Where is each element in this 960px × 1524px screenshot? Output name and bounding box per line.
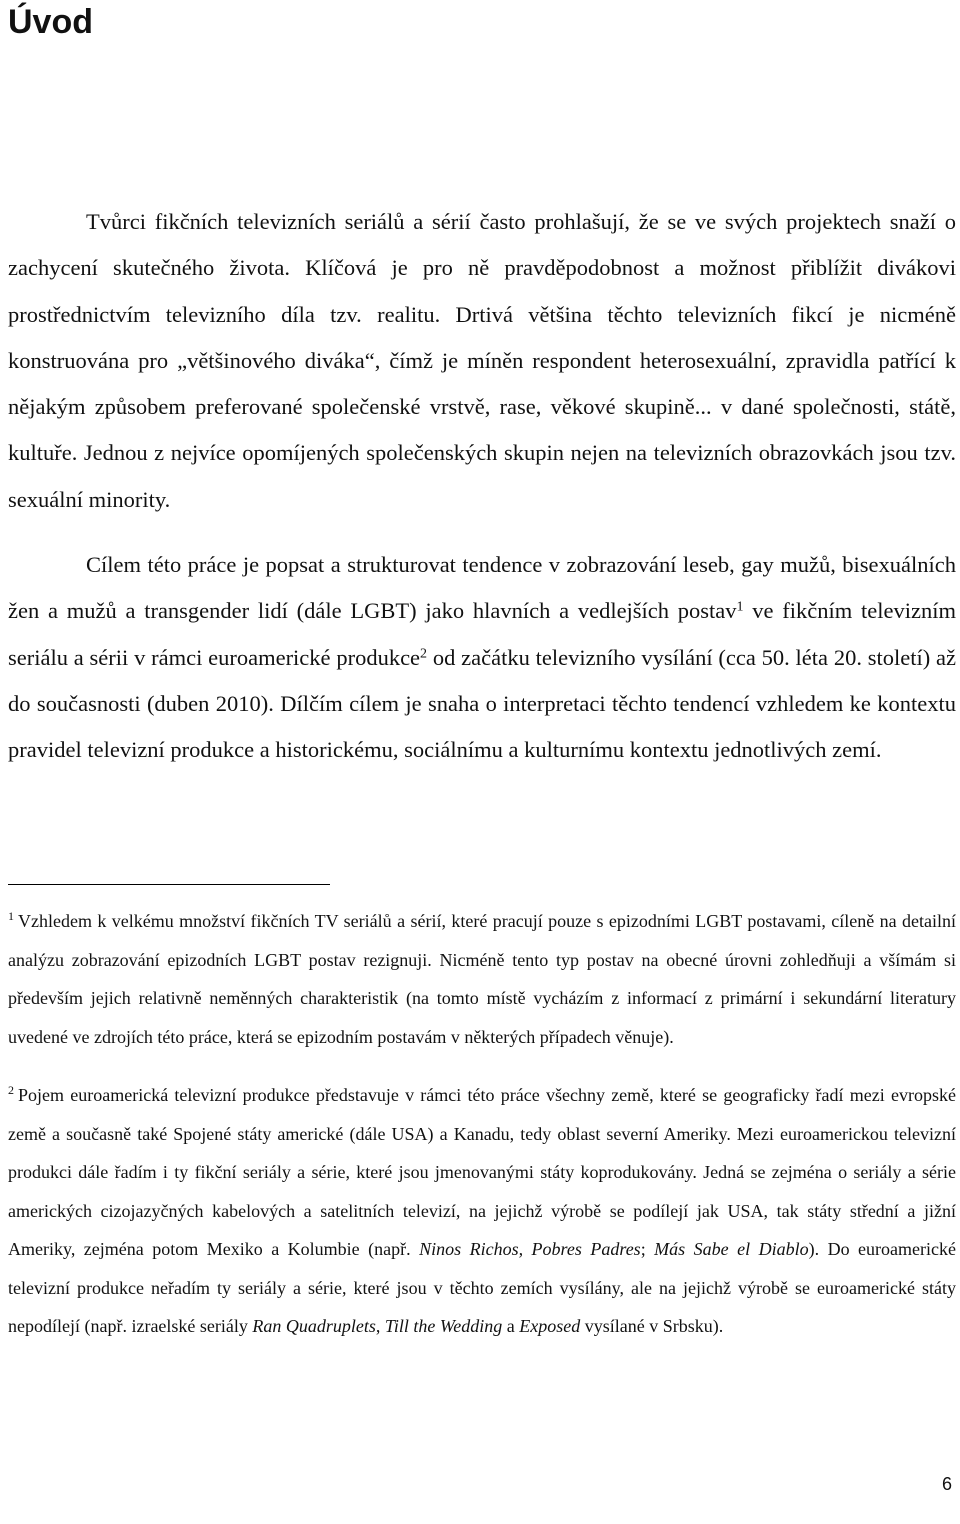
page-number: 6	[941, 1474, 952, 1494]
footnotes	[8, 902, 956, 1346]
title-mas-sabe-el-diablo: Más Sabe el Diablo	[654, 1239, 809, 1259]
paragraph-aim-text-2: ve fikčním televizním seriálu a sérii v rámci euroamerické produkce	[8, 598, 956, 670]
footnote-1-text: Vzhledem k velkému množství fikčních TV seriálů a sérií, které pracují pouze s epizodními LGBT postavami, cíleně na detailní analýzu zobrazování epizodních LGBT postav rezignuji. Nicméně tento typ postav na obecné úrovni zohledňuji a všímám si především jejich relativně neměnných charakteristik (na tomto místě vycházím z informací z primární i sekundární literatury uvedené ve zdrojích této práce, která se epizodním postavám v některých případech věnuje).	[8, 911, 956, 1047]
paragraph-aim	[8, 542, 956, 773]
footnote-2-text-4: ,	[375, 1316, 385, 1336]
body-text	[8, 199, 956, 774]
footnote-1-number: 1	[8, 909, 14, 924]
paragraph-aim-text-1: Cílem této práce je popsat a strukturovat tendence v zobrazování leseb, gay mužů, bisexuálních žen a mužů a transgender lidí (dále LGBT) jako hlavních a vedlejších postav	[8, 552, 956, 624]
footnote-2-number: 2	[8, 1083, 14, 1098]
title-ran-quadruplets: Ran Quadruplets	[252, 1316, 376, 1336]
footnote-2-text-1: Pojem euroamerická televizní produkce představuje v rámci této práce všechny země, které se geograficky řadí mezi evropské země a současně také Spojené státy americké (dále USA) a Kanadu, tedy oblast severní Ameriky. Mezi euroamerickou televizní produkci dále řadím i ty fikční seriály a série, které jsou jmenovanými státy koprodukovány. Jedná se zejména o seriály a série amerických cizojazyčných kabelových a satelitních televizí, na jejichž výrobě se podílejí jak USA, tak státy střední a jižní Ameriky, zejména potom Mexiko a Kolumbie (např.	[8, 1085, 956, 1259]
footnote-2-text-6: vysílané v Srbsku).	[580, 1316, 724, 1336]
title-exposed: Exposed	[519, 1316, 581, 1336]
footnote-2-text-5: a	[502, 1316, 520, 1336]
paragraph-intro: Tvůrci fikčních televizních seriálů a sérií často prohlašují, že se ve svých projektech snaží o zachycení skutečného života. Klíčová je pro ně pravděpodobnost a možnost přiblížit divákovi prostřednictvím televizního díla tzv. realitu. Drtivá většina těchto televizních fikcí je nicméně konstruována pro „většinového diváka“, čímž je míněn respondent heterosexuální, zpravidla patřící k nějakým způsobem preferované společenské vrstvě, rase, věkové skupině... v dané společnosti, státě, kultuře. Jednou z nejvíce opomíjených společenských skupin nejen na televizních obrazovkách jsou tzv. sexuální minority.	[8, 209, 956, 512]
title-till-the-wedding: Till the Wedding	[384, 1316, 503, 1336]
footnote-2-text-2: ;	[640, 1239, 655, 1259]
footnote-ref-2: 2	[420, 645, 428, 661]
footnote-2	[8, 1076, 956, 1346]
footnote-ref-1: 1	[736, 599, 744, 615]
footnote-2-text-3: ). Do euroamerické televizní produkce neřadím ty seriály a série, které jsou v těchto zemích vysílány, ale na jejichž výrobě se euroamerické státy nepodílejí (např. izraelské seriály	[8, 1239, 956, 1336]
section-heading: Úvod	[8, 3, 93, 41]
footnote-1	[8, 902, 956, 1056]
footnote-separator	[8, 884, 330, 885]
paragraph-aim-text-3: od začátku televizního vysílání (cca 50. léta 20. století) až do současnosti (duben 2010). Dílčím cílem je snaha o interpretaci těchto tendencí vzhledem ke kontextu pravidel televizní produkce a historickému, sociálnímu a kulturnímu kontextu jednotlivých zemí.	[8, 644, 956, 763]
title-ninos-richos: Ninos Richos, Pobres Padres	[419, 1239, 641, 1259]
